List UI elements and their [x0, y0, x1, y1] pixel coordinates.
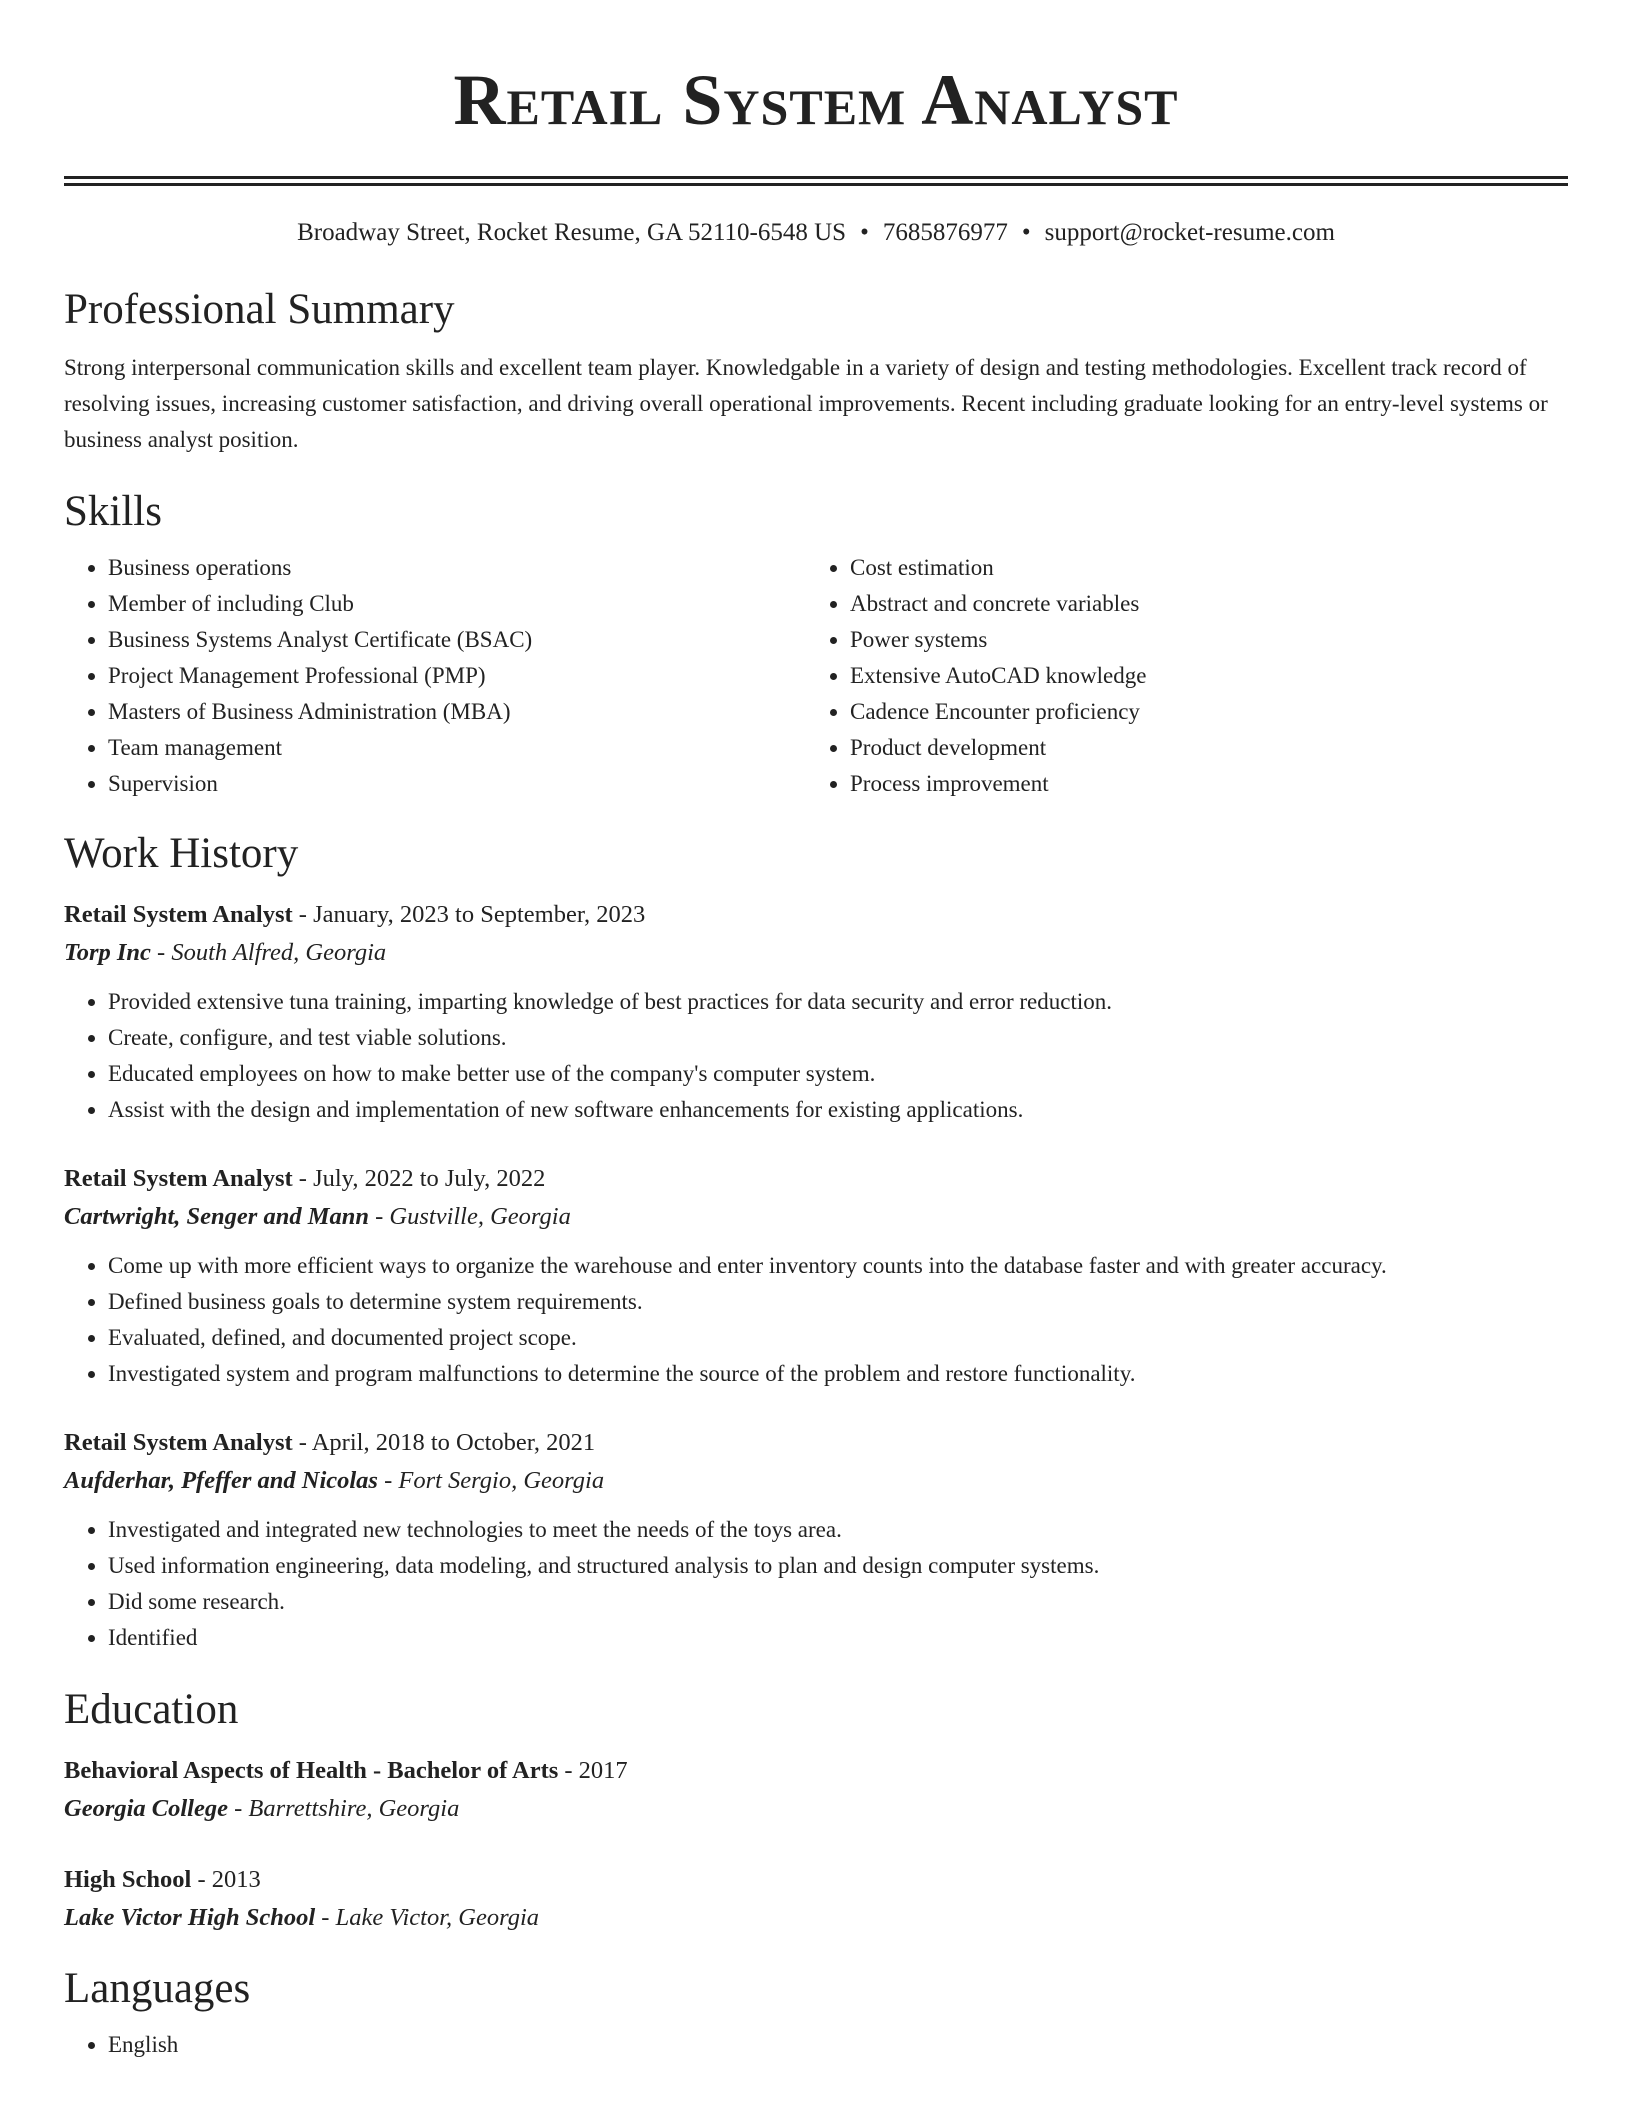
- languages-list: [64, 2027, 1568, 2063]
- summary-text: Strong interpersonal communication skills and excellent team player. Knowledgable in a variety of design and testing methodologies. Excellent track record of resolving issues, increasing customer satisfaction, and driving overall operational improvements. Recent including graduate looking for an entry-level systems or business analyst position.: [64, 355, 1548, 452]
- skill-item: • Member of including Club: [108, 586, 806, 622]
- job-company: Torp Inc: [64, 939, 151, 966]
- contact-line: [64, 216, 1568, 250]
- job-location: - Gustville, Georgia: [369, 1203, 571, 1230]
- job-dates: - April, 2018 to October, 2021: [292, 1429, 596, 1456]
- job-title-line: [64, 1424, 1568, 1462]
- job-bullets: [64, 1512, 1568, 1656]
- job-location: - Fort Sergio, Georgia: [377, 1467, 605, 1494]
- education-degree: Behavioral Aspects of Health - Bachelor of Arts: [64, 1757, 559, 1784]
- education-year: - 2017: [558, 1757, 628, 1784]
- job-dates: - January, 2023 to September, 2023: [292, 901, 646, 928]
- skill-item: • Cost estimation: [850, 550, 1548, 586]
- skill-item: • Abstract and concrete variables: [850, 586, 1548, 622]
- work-history-section: [64, 828, 1568, 1656]
- section-heading-summary: Professional Summary: [64, 286, 455, 333]
- job-bullet: • Provided extensive tuna training, imparting knowledge of best practices for data security and error reduction.: [108, 984, 1568, 1020]
- job-bullet: • Identified: [108, 1620, 1568, 1656]
- skill-item: • Extensive AutoCAD knowledge: [850, 658, 1548, 694]
- skills-column-right: [806, 550, 1548, 802]
- job-bullet: • Defined business goals to determine system requirements.: [108, 1284, 1568, 1320]
- job-bullet: • Educated employees on how to make better use of the company's computer system.: [108, 1056, 1568, 1092]
- education-degree: High School: [64, 1866, 192, 1893]
- section-heading-work-history: Work History: [64, 830, 299, 877]
- skill-item: • Power systems: [850, 622, 1548, 658]
- skill-item: • Team management: [108, 730, 806, 766]
- job-location: - South Alfred, Georgia: [150, 939, 387, 966]
- education-location: - Lake Victor, Georgia: [315, 1904, 540, 1931]
- education-year: - 2013: [191, 1866, 261, 1893]
- job-bullets: [64, 984, 1568, 1128]
- skills-list-left: [64, 550, 806, 802]
- job-bullet: • Did some research.: [108, 1584, 1568, 1620]
- education-school-line: [64, 1899, 1568, 1937]
- education-location: - Barrettshire, Georgia: [228, 1795, 460, 1822]
- job-bullet: • Assist with the design and implementation of new software enhancements for existing applications.: [108, 1092, 1568, 1128]
- education-school-line: [64, 1790, 1568, 1828]
- job-entry: [64, 1424, 1568, 1656]
- job-bullet: • Investigated and integrated new technologies to meet the needs of the toys area.: [108, 1512, 1568, 1548]
- job-role: Retail System Analyst: [64, 1165, 293, 1192]
- job-role: Retail System Analyst: [64, 901, 293, 928]
- education-school: Lake Victor High School: [64, 1904, 316, 1931]
- job-entry: [64, 1160, 1568, 1392]
- job-bullet: • Come up with more efficient ways to organize the warehouse and enter inventory counts into the database faster and with greater accuracy.: [108, 1248, 1568, 1284]
- education-degree-line: [64, 1752, 1568, 1790]
- job-bullet: • Create, configure, and test viable solutions.: [108, 1020, 1568, 1056]
- job-entry: [64, 896, 1568, 1128]
- education-school: Georgia College: [64, 1795, 228, 1822]
- job-bullets: [64, 1248, 1568, 1392]
- section-heading-languages: Languages: [64, 1965, 251, 2012]
- education-entry: [64, 1861, 1568, 1937]
- skill-item: • Cadence Encounter proficiency: [850, 694, 1548, 730]
- language-item: • English: [108, 2027, 1568, 2063]
- languages-section: [64, 1963, 1568, 2063]
- skills-column-left: [64, 550, 806, 802]
- skill-item: • Supervision: [108, 766, 806, 802]
- summary-section: [64, 284, 1568, 458]
- education-degree-line: [64, 1861, 1568, 1899]
- section-heading-skills: Skills: [64, 488, 162, 535]
- job-company-line: [64, 934, 1568, 972]
- job-company: Cartwright, Senger and Mann: [64, 1203, 369, 1230]
- skill-item: • Business operations: [108, 550, 806, 586]
- job-company: Aufderhar, Pfeffer and Nicolas: [64, 1467, 378, 1494]
- education-entry: [64, 1752, 1568, 1828]
- job-title-line: [64, 1160, 1568, 1198]
- contact-separator: •: [860, 219, 869, 246]
- contact-email: support@rocket-resume.com: [1044, 219, 1335, 246]
- education-section: [64, 1684, 1568, 1937]
- resume-title: Retail System Analyst: [453, 60, 1179, 140]
- skills-section: [64, 486, 1568, 802]
- job-bullet: • Investigated system and program malfunctions to determine the source of the problem and restore functionality.: [108, 1356, 1568, 1392]
- job-bullet: • Used information engineering, data modeling, and structured analysis to plan and design computer systems.: [108, 1548, 1568, 1584]
- contact-phone: 7685876977: [882, 219, 1008, 246]
- job-company-line: [64, 1198, 1568, 1236]
- skill-item: • Masters of Business Administration (MBA): [108, 694, 806, 730]
- job-role: Retail System Analyst: [64, 1429, 293, 1456]
- contact-address: Broadway Street, Rocket Resume, GA 52110-6548 US: [297, 219, 847, 246]
- job-dates: - July, 2022 to July, 2022: [292, 1165, 546, 1192]
- section-heading-education: Education: [64, 1686, 239, 1733]
- skill-item: • Product development: [850, 730, 1548, 766]
- skill-item: • Project Management Professional (PMP): [108, 658, 806, 694]
- job-bullet: • Evaluated, defined, and documented project scope.: [108, 1320, 1568, 1356]
- skill-item: • Process improvement: [850, 766, 1548, 802]
- job-title-line: [64, 896, 1568, 934]
- skill-item: • Business Systems Analyst Certificate (BSAC): [108, 622, 806, 658]
- contact-separator: •: [1021, 219, 1031, 246]
- job-company-line: [64, 1462, 1568, 1500]
- skills-list-right: [806, 550, 1548, 802]
- title-divider: [64, 176, 1568, 186]
- skills-grid: [64, 550, 1568, 802]
